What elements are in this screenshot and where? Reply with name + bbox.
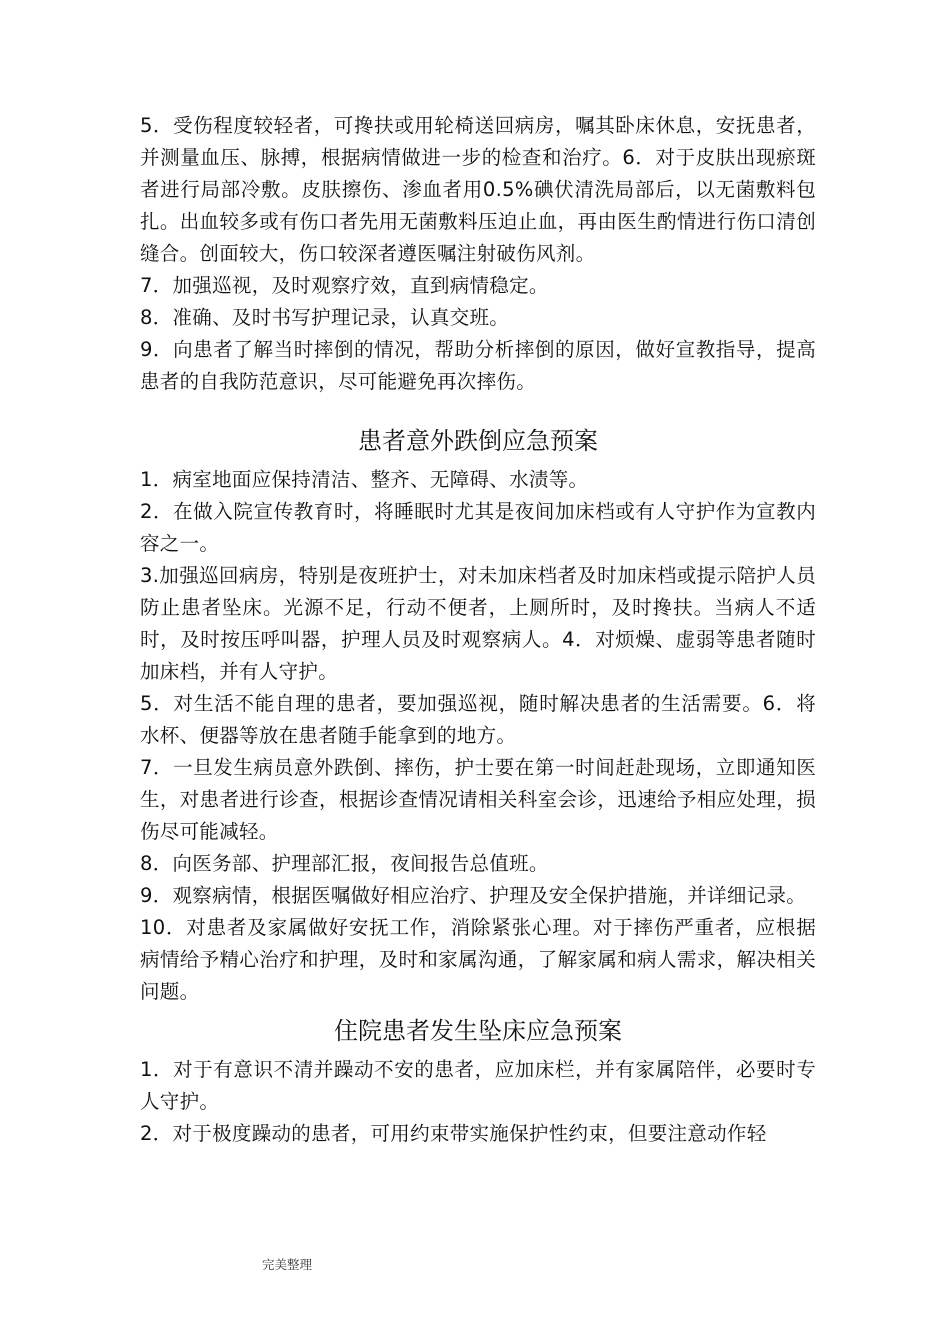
document-body [140, 110, 816, 1150]
paragraph-9: 9．向患者了解当时摔倒的情况，帮助分析摔倒的原因，做好宣教指导，提高患者的自我防范意识，尽可能避免再次摔伤。 [140, 338, 816, 393]
paragraph-5-6: 5．受伤程度较轻者，可搀扶或用轮椅送回病房，嘱其卧床休息，安抚患者，并测量血压、脉搏，根据病情做进一步的检查和治疗。6．对于皮肤出现瘀斑者进行局部冷敷。皮肤擦伤、渗血者用0.5%碘伏清洗局部后，以无菌敷料包扎。出血较多或有伤口者先用无菌敷料压迫止血，再由医生酌情进行伤口清创缝合。创面较大，伤口较深者遵医嘱注射破伤风剂。 [140, 114, 816, 265]
list-item: 1．对于有意识不清并躁动不安的患者，应加床栏，并有家属陪伴，必要时专人守护。 [140, 1058, 816, 1113]
section-bed-fall-plan [140, 1054, 816, 1150]
section-title-bed-fall: 住院患者发生坠床应急预案 [334, 1017, 622, 1045]
list-item: 7．一旦发生病员意外跌倒、摔伤，护士要在第一时间赶赴现场，立即通知医生，对患者进行诊查，根据诊查情况请相关科室会诊，迅速给予相应处理，损伤尽可能减轻。 [140, 756, 816, 843]
list-item: 5．对生活不能自理的患者，要加强巡视，随时解决患者的生活需要。6．将水杯、便器等放在患者随手能拿到的地方。 [140, 692, 816, 747]
section-title-fall: 患者意外跌倒应急预案 [358, 427, 598, 455]
list-item: 10．对患者及家属做好安抚工作，消除紧张心理。对于摔伤严重者，应根据病情给予精心治疗和护理，及时和家属沟通，了解家属和病人需求，解决相关问题。 [140, 916, 816, 1003]
footer-note: 完美整理 [262, 1257, 313, 1272]
section-fall-plan [140, 464, 816, 1008]
section-fall-treatment [140, 110, 816, 398]
paragraph-7: 7．加强巡视，及时观察疗效，直到病情稳定。 [140, 274, 549, 297]
paragraph-8: 8．准确、及时书写护理记录，认真交班。 [140, 306, 510, 329]
list-item: 2．对于极度躁动的患者，可用约束带实施保护性约束，但要注意动作轻 [140, 1122, 767, 1145]
list-item: 9．观察病情，根据医嘱做好相应治疗、护理及安全保护措施，并详细记录。 [140, 884, 807, 907]
list-item: 8．向医务部、护理部汇报，夜间报告总值班。 [140, 852, 549, 875]
list-item: 3.加强巡回病房，特别是夜班护士，对未加床档者及时加床档或提示陪护人员防止患者坠床。光源不足，行动不便者，上厕所时，及时搀扶。当病人不适时，及时按压呼叫器，护理人员及时观察病人。4．对烦燥、虚弱等患者随时加床档，并有人守护。 [140, 564, 816, 683]
list-item: 2．在做入院宣传教育时，将睡眠时尤其是夜间加床档或有人守护作为宣教内容之一。 [140, 500, 816, 555]
list-item: 1．病室地面应保持清洁、整齐、无障碍、水渍等。 [140, 468, 589, 491]
